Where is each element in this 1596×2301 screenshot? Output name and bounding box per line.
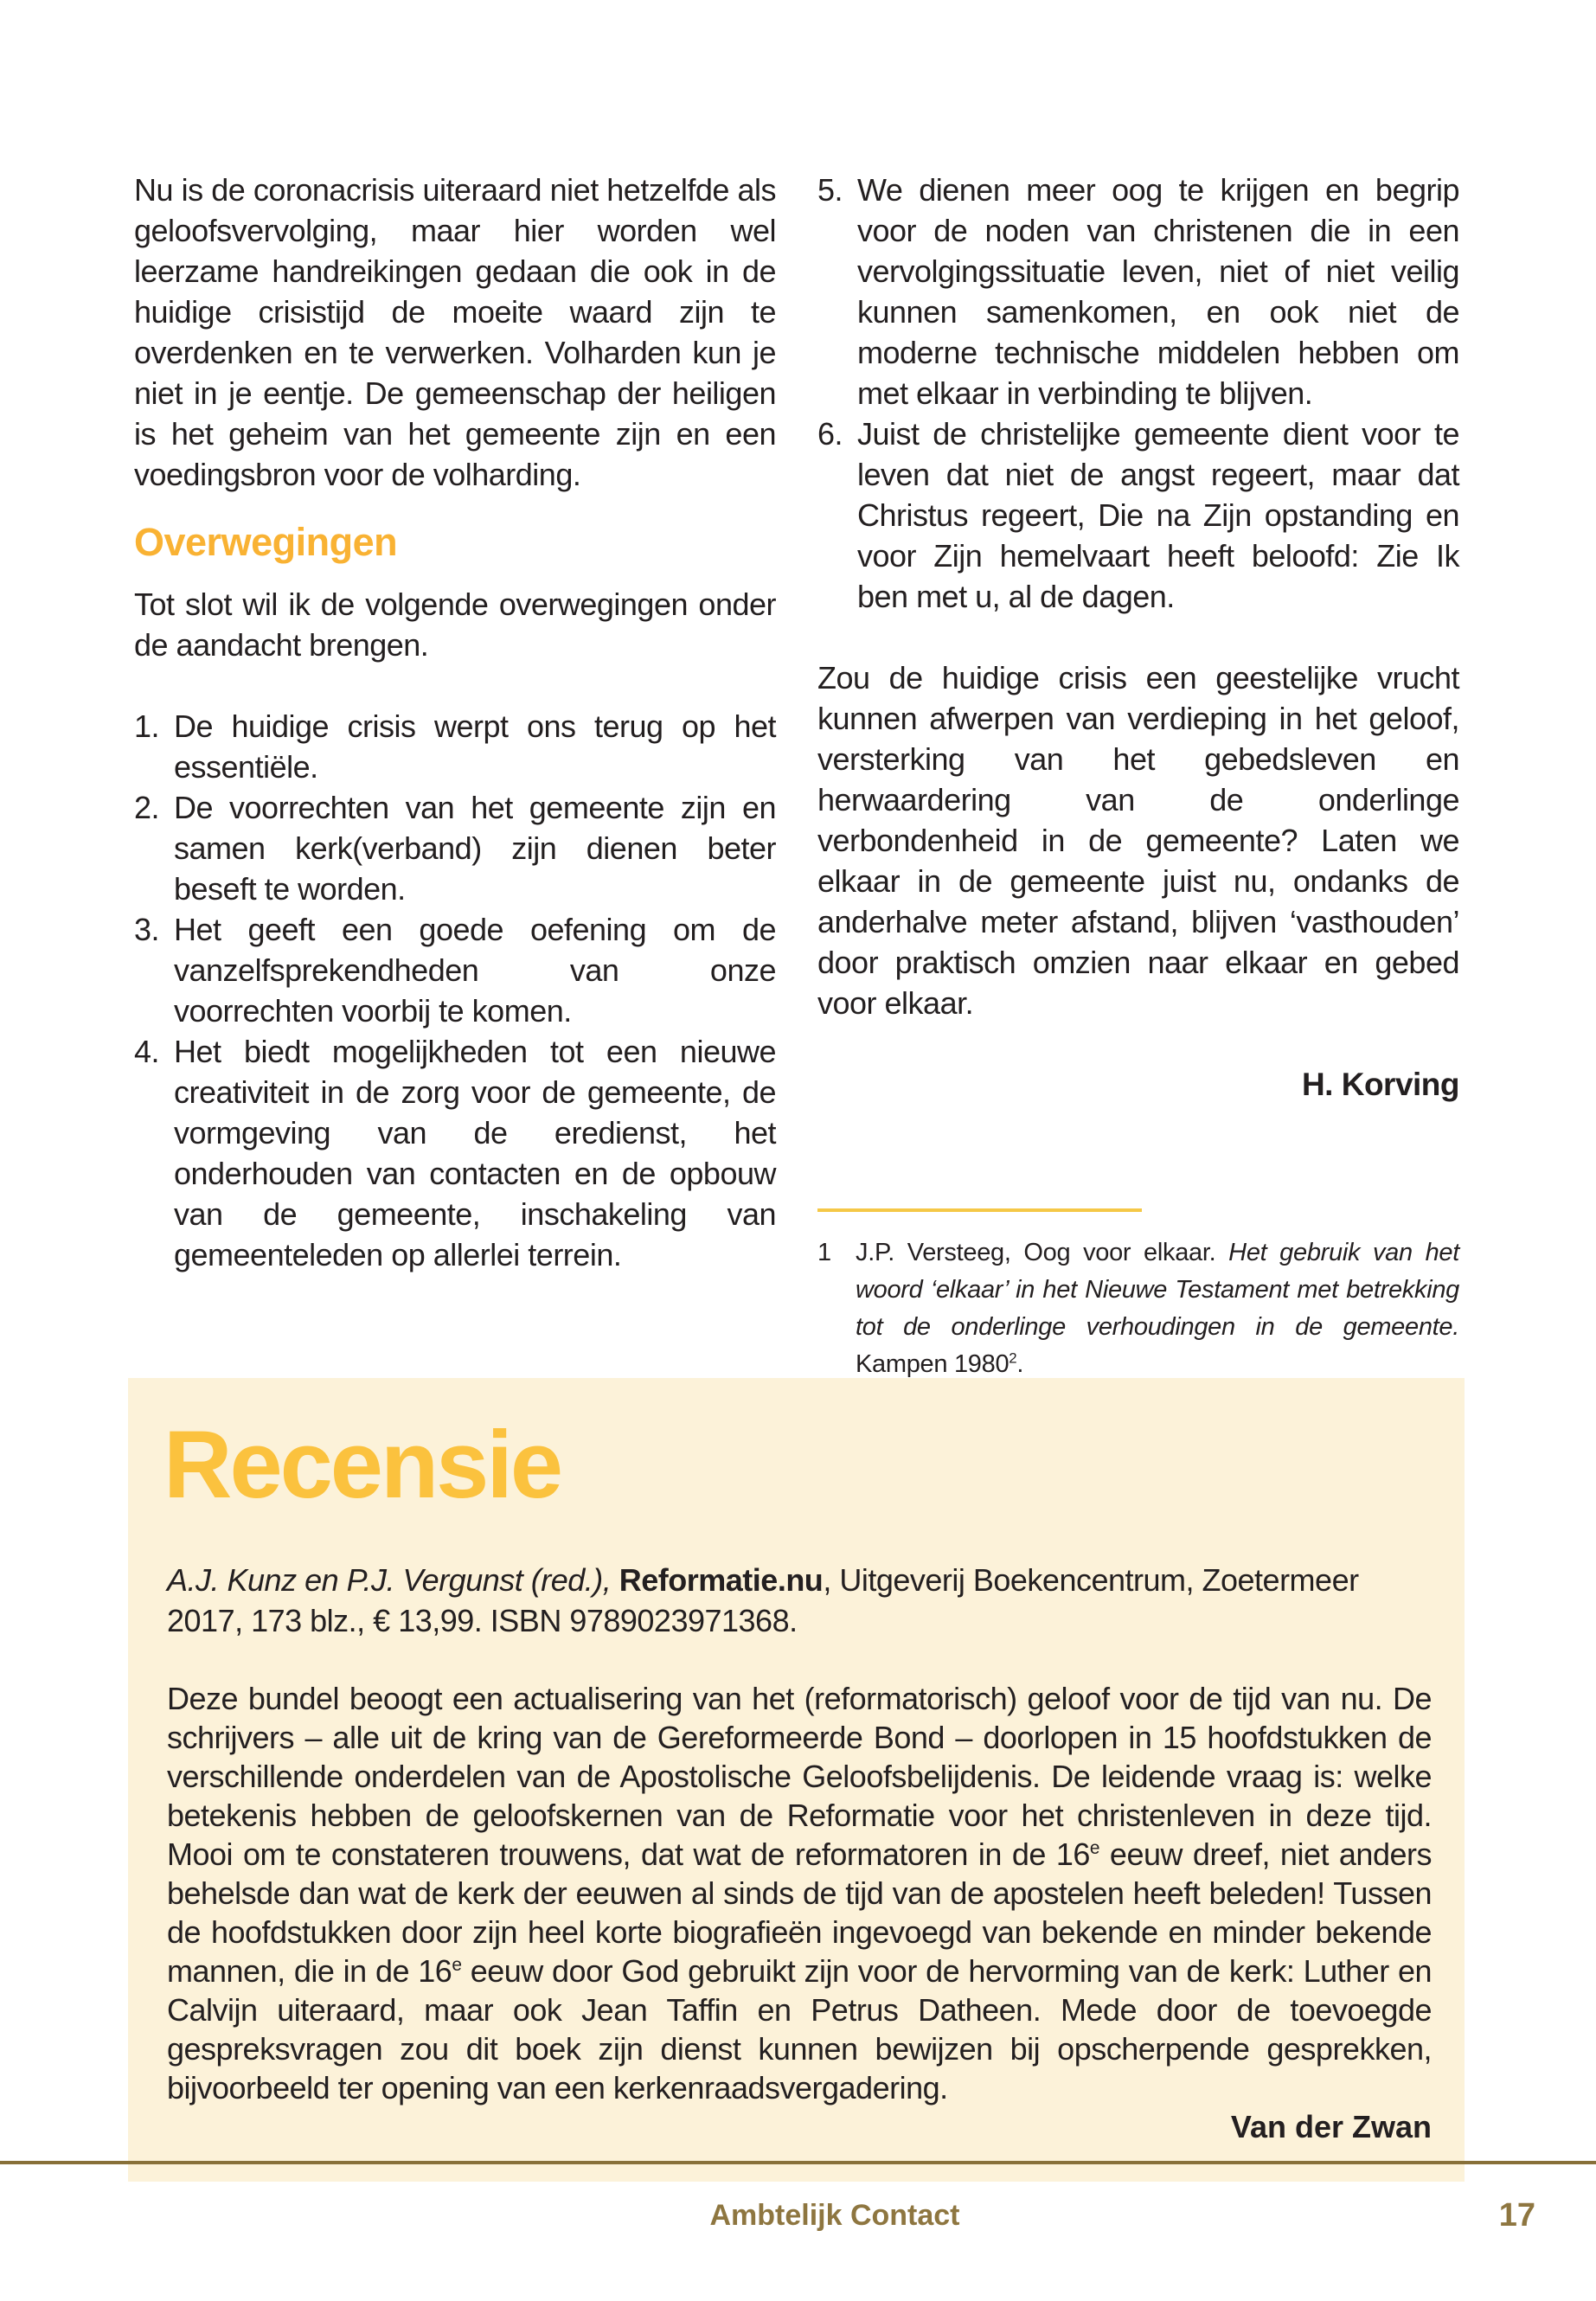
review-heading: Recensie (163, 1412, 561, 1518)
numbered-item (134, 706, 776, 787)
numbered-item (134, 909, 776, 1031)
section-heading: Overwegingen (134, 520, 398, 564)
footer-divider (0, 2161, 1596, 2164)
item-text: Het geeft een goede oefening om de vanzelfsprekendheden van onze voorrechten voorbij te komen. (174, 912, 776, 1029)
item-text: We dienen meer oog te krijgen en begrip voor de noden van christenen die in een vervolgingssituatie leven, niet of niet veilig kunnen samenkomen, en ook niet de moderne technische middelen hebben om met elkaar in verbinding te blijven. (857, 172, 1459, 411)
author-signature: H. Korving (1301, 1067, 1459, 1102)
page-number: 17 (1498, 2197, 1535, 2234)
reviewer-signature: Van der Zwan (1230, 2109, 1432, 2144)
page-footer (0, 2161, 1596, 2240)
footnote (817, 1234, 1459, 1383)
intro-paragraph: Nu is de coronacrisis uiteraard niet hetzelfde als geloofsvervolging, maar hier worden wel leerzame handreikingen gedaan die ook in de huidige crisistijd de moeite waard zijn te overdenken en te verwerken. Volharden kun je niet in je eentje. De gemeenschap der heiligen is het geheim van het gemeente zijn en een voedingsbron voor de volharding. (134, 172, 776, 492)
item-text: Het biedt mogelijkheden tot een nieuwe creativiteit in de zorg voor de gemeente, de vormgeving van de eredienst, het onderhouden van contacten en de opbouw van de gemeente, inschakeling van gemeenteleden op allerlei terrein. (174, 1034, 776, 1272)
item-number: 1. (134, 708, 160, 744)
numbered-list-right (817, 170, 1459, 617)
item-number: 6. (817, 416, 843, 452)
item-number: 3. (134, 912, 160, 947)
lead-paragraph: Tot slot wil ik de volgende overwegingen onder de aandacht brengen. (134, 586, 776, 663)
footer-row (134, 2199, 1535, 2240)
footnote-block (817, 1208, 1459, 1383)
item-text: De huidige crisis werpt ons terug op het essentiële. (174, 708, 776, 785)
item-number: 5. (817, 172, 843, 208)
numbered-item (134, 1031, 776, 1275)
footnote-marker: 1 (817, 1239, 831, 1266)
item-text: Juist de christelijke gemeente dient voor te leven dat niet de angst regeert, maar dat Christus regeert, Die na Zijn opstanding en voor Zijn hemelvaart heeft beloofd: Zie Ik ben met u, al de dagen. (857, 416, 1459, 614)
numbered-list-left (134, 706, 776, 1275)
review-section (128, 1378, 1465, 2182)
left-column (134, 170, 776, 1275)
footnote-text: J.P. Versteeg, Oog voor elkaar. Het gebruik van het woord ‘elkaar’ in het Nieuwe Testament met betrekking tot de onderlinge verhoudingen in de gemeente. Kampen 1980$^2$. (856, 1239, 1459, 1378)
closing-paragraph: Zou de huidige crisis een geestelijke vrucht kunnen afwerpen van verdieping in het geloof, versterking van het gebedsleven en herwaardering van de onderlinge verbondenheid in de gemeente? Laten we elkaar in de gemeente juist nu, ondanks de anderhalve meter afstand, blijven ‘vasthouden’ door praktisch omzien naar elkaar en gebed voor elkaar. (817, 660, 1459, 1021)
right-column (817, 170, 1459, 1383)
footnote-divider (817, 1208, 1142, 1212)
review-body: Deze bundel beoogt een actualisering van het (reformatorisch) geloof voor de tijd van nu. De schrijvers – alle uit de kring van de Gereformeerde Bond – doorlopen in 15 hoofdstukken de verschillende onderdelen van de Apostolische Geloofsbelijdenis. De leidende vraag is: welke betekenis hebben de geloofskernen van de Reformatie voor het christenleven in deze tijd. Mooi om te constateren trouwens, dat wat de reformatoren in de 16e eeuw dreef, niet anders behelsde dan wat de kerk der eeuwen al sinds de tijd van de apostelen heeft beleden! Tussen de hoofdstukken door zijn heel korte biografieën ingevoegd van bekende en minder bekende mannen, die in de 16e eeuw door God gebruikt zijn voor de hervorming van de kerk: Luther en Calvijn uiteraard, maar ook Jean Taffin en Petrus Datheen. Mede door de toevoegde gespreksvragen zou dit boek zijn dienst kunnen bewijzen bij opscherpende gesprekken, bijvoorbeeld ter opening van een kerkenraadsvergadering. (167, 1681, 1432, 2106)
numbered-item (817, 413, 1459, 617)
book-citation: A.J. Kunz en P.J. Vergunst (red.), Reformatie.nu, Uitgeverij Boekencentrum, Zoetermeer 2017, 173 blz., € 13,99. ISBN 9789023971368. (167, 1562, 1359, 1638)
journal-title: Ambtelijk Contact (709, 2199, 960, 2232)
item-text: De voorrechten van het gemeente zijn en samen kerk(verband) zijn dienen beter beseft te worden. (174, 790, 776, 907)
item-number: 4. (134, 1034, 160, 1069)
review-box (128, 1378, 1465, 2182)
numbered-item (134, 787, 776, 909)
numbered-item (817, 170, 1459, 413)
article-columns (134, 170, 1459, 1383)
item-number: 2. (134, 790, 160, 825)
